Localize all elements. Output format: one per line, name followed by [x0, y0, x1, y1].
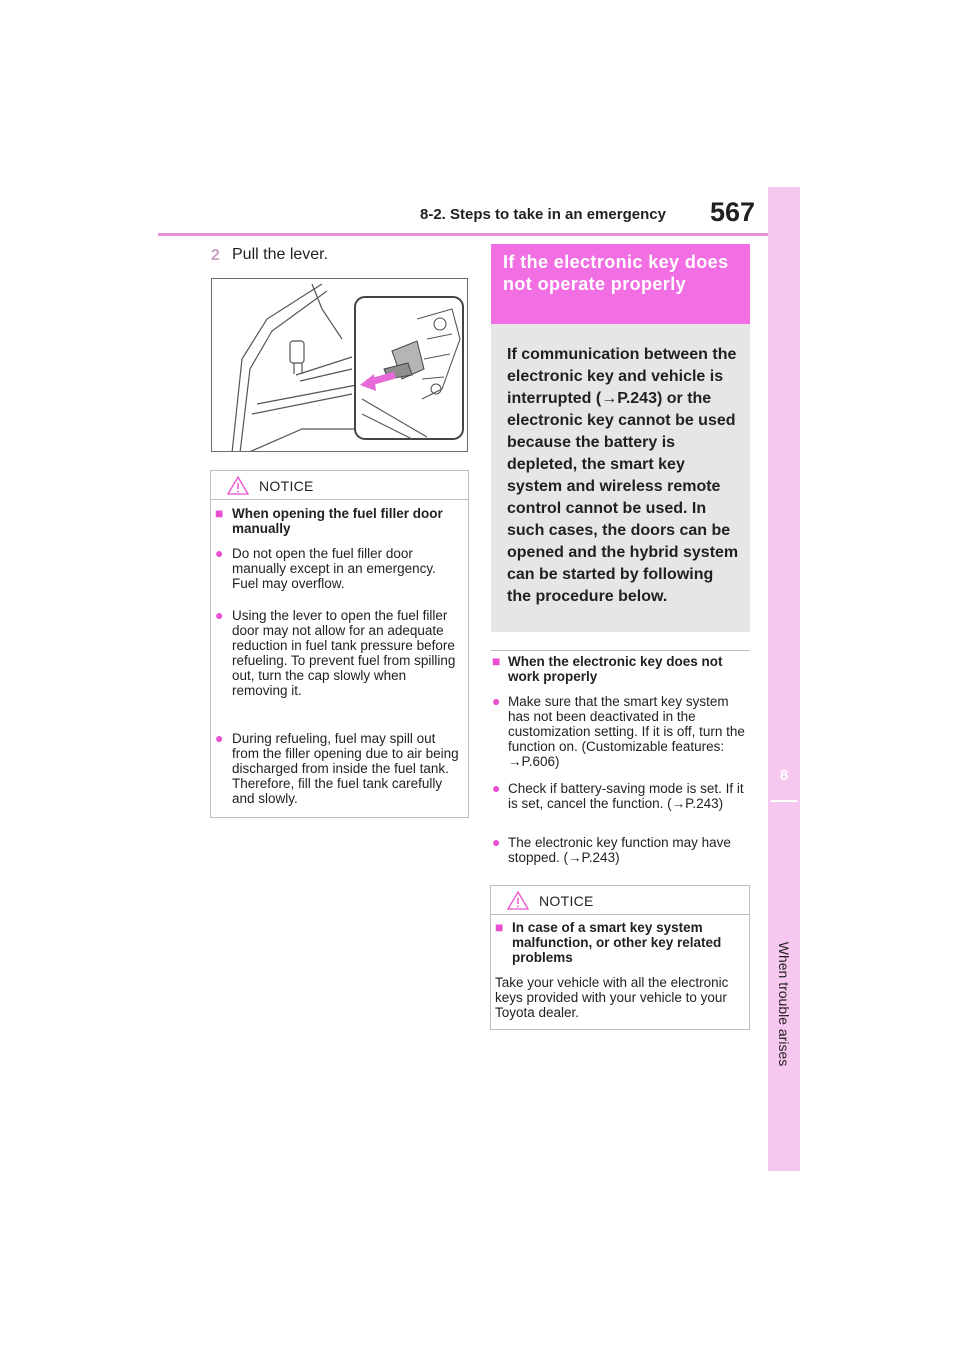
notice-bullet: Using the lever to open the fuel filler door may not allow for an adequate reduction in fuel tank pressure before refueling. To prevent fuel from spilling out, turn the cap slowly when removing it.: [232, 608, 456, 698]
summary-box: [491, 324, 750, 632]
circle-bullet-icon: ●: [215, 730, 224, 746]
square-bullet-icon: ■: [215, 505, 224, 521]
step-number: 2: [211, 247, 220, 264]
notice-box-smart-key: [490, 885, 750, 1030]
section-title: 8-2. Steps to take in an emergency: [420, 206, 666, 223]
notice-title: When opening the fuel filler door manually: [232, 506, 443, 536]
info-bullet: The electronic key function may have stopped. (→P.243): [508, 835, 731, 865]
section-heading: If the electronic key does not operate properly: [503, 252, 729, 294]
fuel-lever-illustration: [211, 278, 468, 452]
section-heading-box: [491, 244, 750, 324]
circle-bullet-icon: ●: [215, 545, 224, 561]
lever-diagram: [212, 279, 468, 452]
notice-header: [211, 471, 468, 500]
notice-bullet: Do not open the fuel filler door manually except in an emergency. Fuel may overflow.: [232, 546, 436, 591]
notice-header: [491, 886, 749, 915]
warning-triangle-icon: [507, 891, 529, 910]
notice-label: NOTICE: [539, 893, 594, 909]
circle-bullet-icon: ●: [492, 780, 501, 796]
step-text: Pull the lever.: [232, 246, 329, 263]
side-tab-number: 8: [779, 767, 789, 784]
warning-triangle-icon: [227, 476, 249, 495]
side-tab-divider: [771, 800, 797, 802]
notice-label: NOTICE: [259, 478, 314, 494]
notice-text: Take your vehicle with all the electronic keys provided with your vehicle to your Toyota dealer.: [495, 975, 729, 1020]
circle-bullet-icon: ●: [215, 607, 224, 623]
side-tab-label: When trouble arises: [776, 941, 792, 1067]
info-bullet: Make sure that the smart key system has not been deactivated in the customization setting. If it is off, turn the function on. (Customizable features: →P.606): [508, 694, 745, 769]
info-rule: [491, 650, 750, 651]
notice-title: In case of a smart key system malfunction, or other key related problems: [512, 920, 722, 965]
circle-bullet-icon: ●: [492, 834, 501, 850]
page-number: 567: [710, 197, 756, 227]
notice-box-fuel-door: [210, 470, 469, 818]
info-bullet: Check if battery-saving mode is set. If it is set, cancel the function. (→P.243): [508, 781, 744, 811]
notice-bullet: During refueling, fuel may spill out from the filler opening due to air being discharged from inside the fuel tank. Therefore, fill the fuel tank carefully and slowly.: [232, 731, 459, 806]
info-title: When the electronic key does not work properly: [508, 654, 723, 684]
square-bullet-icon: ■: [492, 653, 501, 669]
header-rule: [158, 233, 768, 236]
summary-text: If communication between the electronic key and vehicle is interrupted (→P.243) or the electronic key cannot be used because the battery is depleted, the smart key system and wireless remote control cannot be used. In such cases, the doors can be opened and the hybrid system can be started by following the procedure below.: [507, 346, 739, 605]
circle-bullet-icon: ●: [492, 693, 501, 709]
square-bullet-icon: ■: [495, 919, 504, 935]
